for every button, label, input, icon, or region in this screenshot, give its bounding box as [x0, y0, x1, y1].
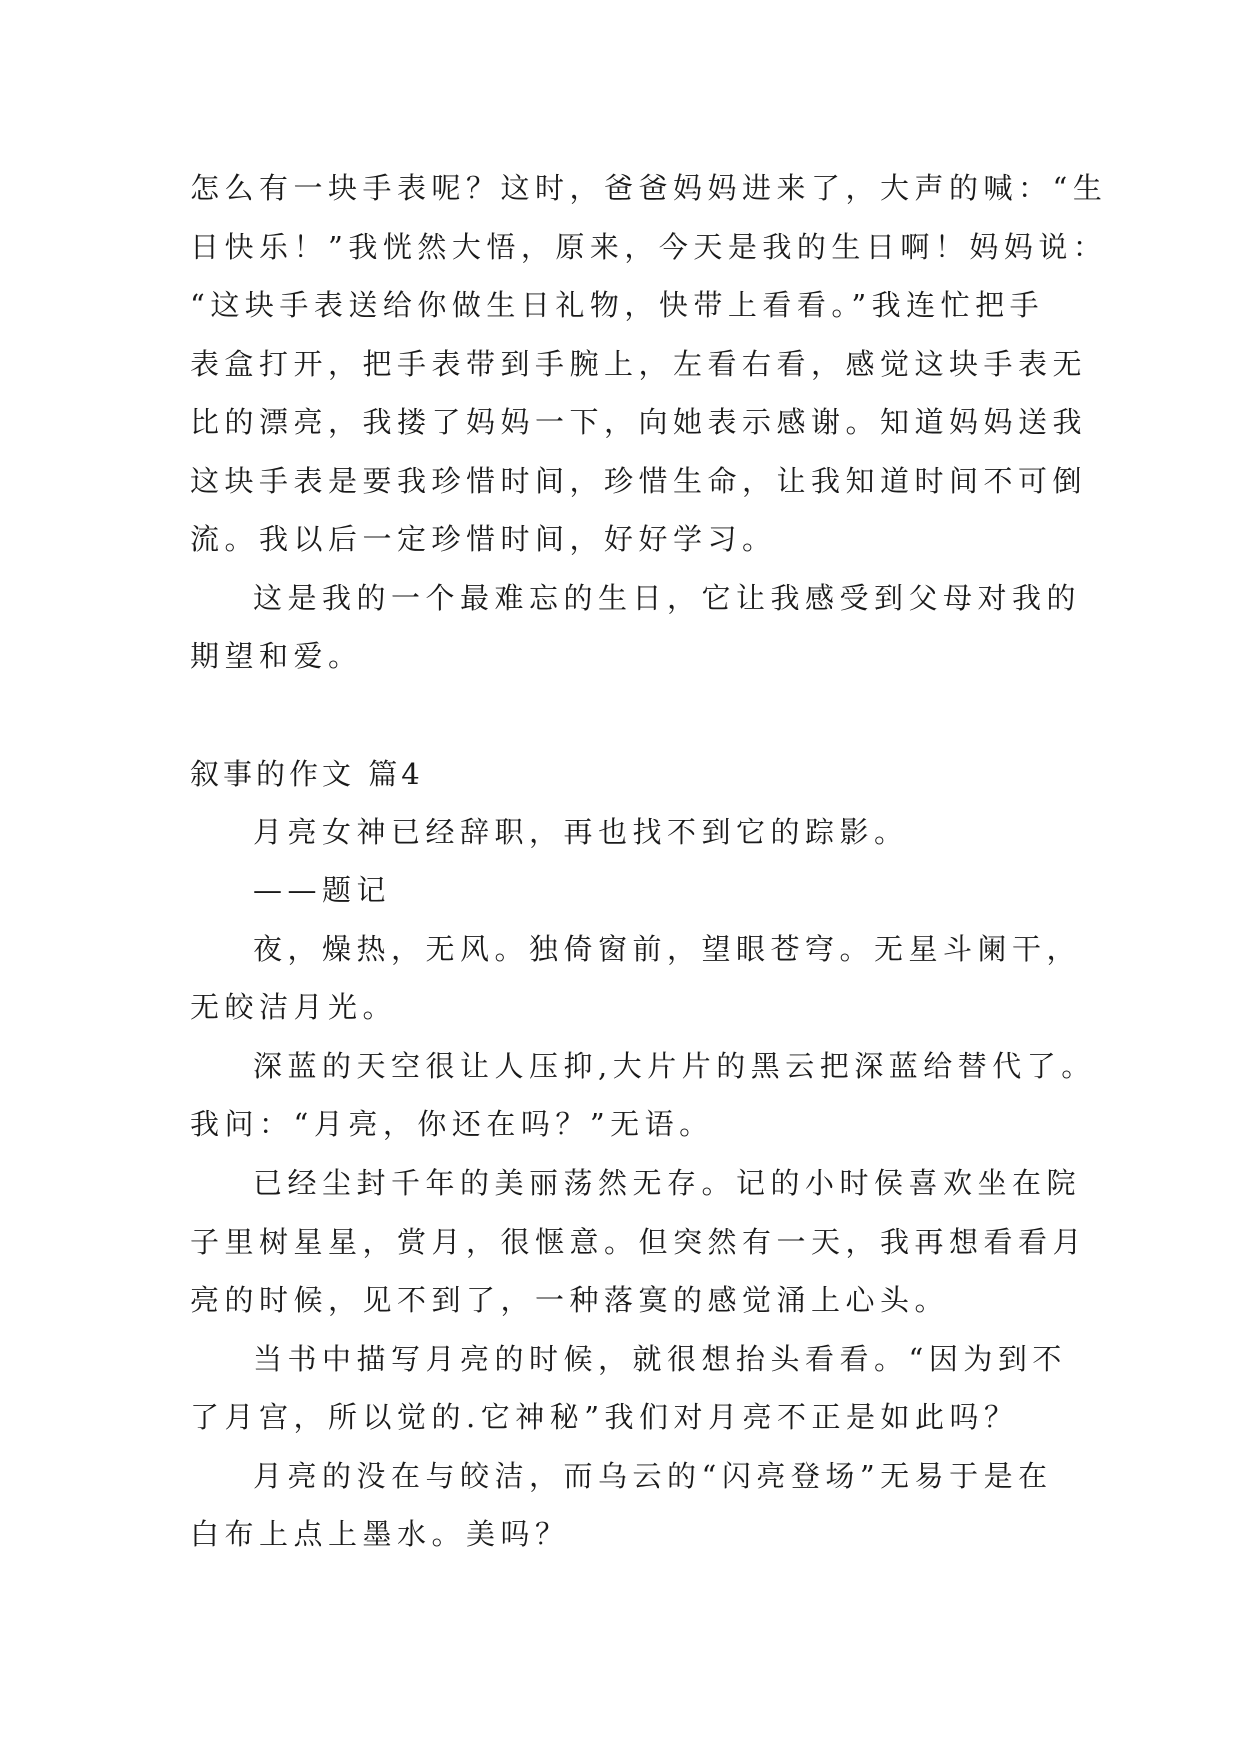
paragraph-line: 期望和爱。 — [190, 639, 363, 673]
paragraph-line: “这块手表送给你做生日礼物，快带上看看。”我连忙把手 — [190, 288, 1045, 322]
paragraph-line: 深蓝的天空很让人压抑,大片片的黑云把深蓝给替代了。 — [253, 1049, 1096, 1083]
paragraph-line: 白布上点上墨水。美吗？ — [190, 1517, 570, 1551]
paragraph-line: 日快乐！”我恍然大悟，原来，今天是我的生日啊！妈妈说： — [190, 230, 1108, 264]
paragraph-line: 无皎洁月光。 — [190, 990, 398, 1024]
paragraph-line: 亮的时候，见不到了，一种落寞的感觉涌上心头。 — [190, 1283, 950, 1317]
paragraph-line: 了月宫，所以觉的.它神秘”我们对月亮不正是如此吗？ — [190, 1400, 1019, 1434]
epigraph-line: 月亮女神已经辞职，再也找不到它的踪影。 — [253, 815, 909, 849]
paragraph-line: 怎么有一块手表呢？这时，爸爸妈妈进来了，大声的喊：“生 — [190, 171, 1108, 205]
paragraph-line: 表盒打开，把手表带到手腕上，左看右看，感觉这块手表无 — [190, 347, 1088, 381]
paragraph-line: 夜，燥热，无风。独倚窗前，望眼苍穹。无星斗阑干， — [253, 932, 1082, 966]
paragraph-line: 子里树星星，赏月，很惬意。但突然有一天，我再想看看月 — [190, 1225, 1088, 1259]
paragraph-line: 这是我的一个最难忘的生日，它让我感受到父母对我的 — [253, 581, 1082, 615]
paragraph-line: 当书中描写月亮的时候，就很想抬头看看。“因为到不 — [253, 1342, 1067, 1376]
paragraph-line: 这块手表是要我珍惜时间，珍惜生命，让我知道时间不可倒 — [190, 464, 1088, 498]
paragraph-line: 我问：“月亮，你还在吗？”无语。 — [190, 1107, 714, 1141]
section-title: 叙事的作文 篇4 — [190, 757, 424, 791]
epigraph-attribution: ——题记 — [253, 873, 392, 907]
paragraph-line: 已经尘封千年的美丽荡然无存。记的小时侯喜欢坐在院 — [253, 1166, 1082, 1200]
paragraph-line: 比的漂亮，我搂了妈妈一下，向她表示感谢。知道妈妈送我 — [190, 405, 1088, 439]
paragraph-line: 月亮的没在与皎洁，而乌云的“闪亮登场”无易于是在 — [253, 1459, 1053, 1493]
paragraph-line: 流。我以后一定珍惜时间，好好学习。 — [190, 522, 777, 556]
